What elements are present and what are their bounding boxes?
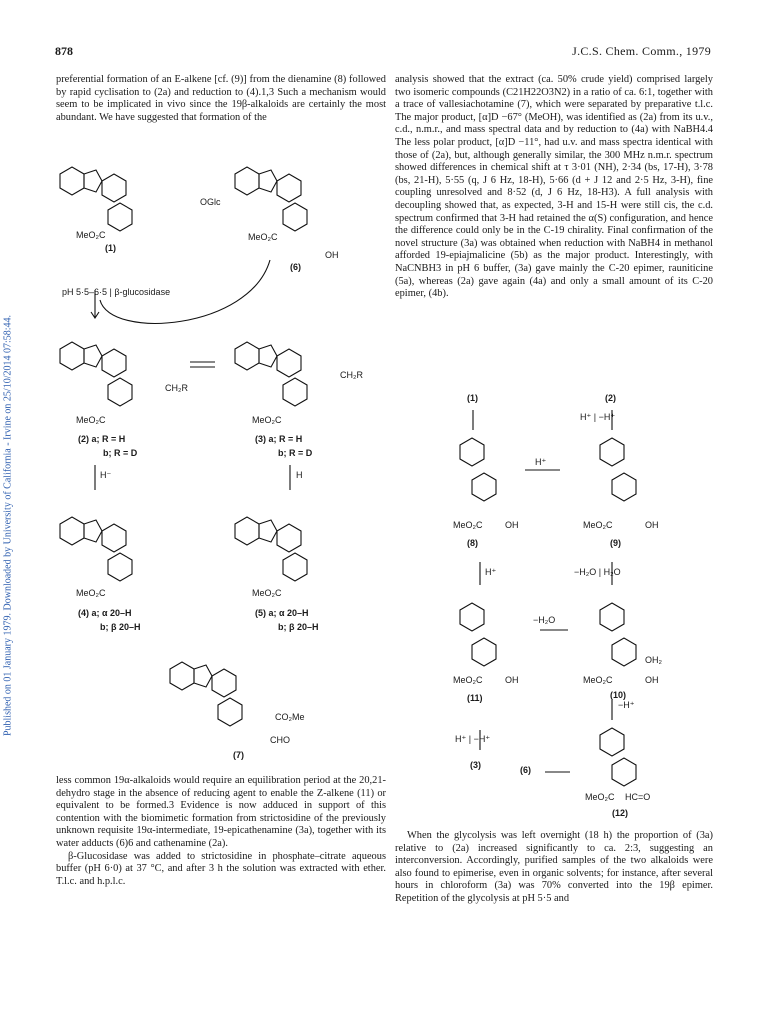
reagent-label: H bbox=[296, 470, 303, 480]
substituent: OGlc bbox=[200, 197, 221, 207]
substituent: HC=O bbox=[625, 792, 651, 802]
substituent: CH₂R bbox=[340, 370, 363, 380]
substituent: CO₂Me bbox=[275, 712, 305, 722]
substituent: MeO₂C bbox=[252, 588, 282, 598]
compound-label: (4) a; α 20–H bbox=[78, 608, 132, 618]
reagent-label: H⁺ | −H⁺ bbox=[455, 734, 491, 744]
compound-label: (1) bbox=[105, 243, 116, 253]
substituent: OH bbox=[645, 520, 659, 530]
reagent-label: H⁺ bbox=[485, 567, 497, 577]
substituent: OH bbox=[325, 250, 339, 260]
compound-label: (9) bbox=[610, 538, 621, 548]
substituent: MeO₂C bbox=[583, 520, 613, 530]
substituent: OH bbox=[645, 675, 659, 685]
structure-3 bbox=[235, 342, 307, 406]
paragraph: β-Glucosidase was added to strictosidine in phosphate–citrate aqueous buffer (pH 6·0) at 37 °C, and after 3 h the solution was extracted with ether. T.l.c. and h.p.l.c. bbox=[56, 850, 386, 887]
substituent: OH bbox=[505, 520, 519, 530]
reagent-label: H⁺ bbox=[535, 457, 547, 467]
substituent: MeO₂C bbox=[453, 675, 483, 685]
compound-label: (10) bbox=[610, 690, 627, 700]
compound-label: (2) bbox=[605, 393, 616, 403]
compound-label: (2) a; R = H bbox=[78, 434, 126, 444]
paragraph: preferential formation of an E-alkene [cf. (9)] from the dienamine (8) followed by rapid cyclisation to (2a) and reduction to (4).1,3 Such a mechanism would seem to be implicated in vivo since the 19β-alkaloids are certainly the most abundant. We have suggested that formation of the bbox=[56, 74, 386, 123]
compound-label: (1) bbox=[467, 393, 478, 403]
reagent-label: −H⁺ bbox=[618, 700, 635, 710]
structure-6 bbox=[235, 167, 307, 231]
substituent: OH bbox=[505, 675, 519, 685]
substituent: MeO₂C bbox=[453, 520, 483, 530]
structure-1 bbox=[60, 167, 132, 231]
structure-7 bbox=[170, 662, 242, 726]
paragraph: When the glycolysis was left overnight (18 h) the proportion of (3a) relative to (2a) increased significantly to ca. 2:3, suggesting an interconversion. Accordingly, purified samples of the two alkaloids were also found to epimerise, even in organic solvents; for instance, after several hours in chloroform (3a) was 70% converted into the 19β epimer. Repetition of the glycolysis at pH 5·5 and bbox=[395, 830, 713, 904]
compound-label: (3) bbox=[470, 760, 481, 770]
compound-label: (6) bbox=[290, 262, 301, 272]
structure-9 bbox=[600, 438, 636, 501]
substituent: MeO₂C bbox=[583, 675, 613, 685]
compound-label: b; R = D bbox=[103, 448, 138, 458]
substituent: MeO₂C bbox=[76, 230, 106, 240]
compound-label: (3) a; R = H bbox=[255, 434, 303, 444]
structure-2 bbox=[60, 342, 132, 406]
reagent-label: pH 5·5–6·5 | β-glucosidase bbox=[62, 287, 171, 297]
substituent: MeO₂C bbox=[248, 232, 278, 242]
compound-label: (7) bbox=[233, 750, 244, 760]
substituent: MeO₂C bbox=[252, 415, 282, 425]
paragraph: analysis showed that the extract (ca. 50% crude yield) comprised largely two isomeric compounds (C21H22O3N2) in a ratio of ca. 6:1, together with a trace of vallesiachotamine (7), which were separated by preparative t.l.c. The major product, [α]D −67° (MeOH), was identified as (2a) from its u.v., c.d., n.m.r., and mass spectral data and by reduction to (4a) with NaBH4.4 The less polar product, [α]D −11°, had u.v. and mass spectra identical with those of (2a), but, although generally similar, the 300 MHz n.m.r. spectrum showed differences in chemical shift at τ 3·01 (NH), 2·34 (bs, 17-H), 3·78 (bs, 21-H), 5·55 (q, J 6 Hz, 18-H), 5·66 (d + J 12 and 2·5 Hz, 3-H), fine coupling unresolved and 8·52 (d, J 6 Hz, 18-H3). A full analysis with decoupling showed that, as expected, 3-H and 15-H were still cis, the c.d. spectrum confirmed that 3-H had retained the α(S) configuration, and hence the difference could only be in the C-19 chirality. Final confirmation of the novel structure (3a) was obtained when reduction with NaBH4 in methanol afforded 19-epiajmalicine (5b) as the major product. Interestingly, with NaCNBH3 in pH 6 buffer, (3a) gave mainly the C-20 epimer, rauniticine (5a), whereas (2a) gave again (4a) and only a small amount of its C-20 epimer, (4b). bbox=[395, 74, 713, 300]
side-note: Published on 01 January 1979. Downloaded by University of California - Irvine on 25/10/2014 07:58:44. bbox=[2, 314, 14, 737]
compound-label: (11) bbox=[467, 693, 483, 703]
compound-label: (6) bbox=[520, 765, 531, 775]
substituent: OH₂ bbox=[645, 655, 662, 665]
substituent: MeO₂C bbox=[76, 588, 106, 598]
structure-4 bbox=[60, 517, 132, 581]
structure-12 bbox=[600, 728, 636, 786]
structure-11 bbox=[460, 603, 496, 666]
compound-label: b; β 20–H bbox=[278, 622, 319, 632]
substituent: CHO bbox=[270, 735, 290, 745]
compound-label: b; β 20–H bbox=[100, 622, 141, 632]
substituent: CH₂R bbox=[165, 383, 188, 393]
compound-label: (5) a; α 20–H bbox=[255, 608, 309, 618]
substituent: MeO₂C bbox=[585, 792, 615, 802]
reagent-label: −H₂O bbox=[533, 615, 556, 625]
reagent-label: −H₂O | H₂O bbox=[574, 567, 621, 577]
reagent-label: H⁻ bbox=[100, 470, 112, 480]
compound-label: (8) bbox=[467, 538, 478, 548]
structure-10 bbox=[600, 603, 636, 666]
compound-label: b; R = D bbox=[278, 448, 313, 458]
structure-5 bbox=[235, 517, 307, 581]
equilibrium-arrow bbox=[190, 362, 215, 367]
page-number: 878 bbox=[55, 44, 73, 58]
reagent-label: H⁺ | −H⁺ bbox=[580, 412, 616, 422]
paragraph: less common 19α-alkaloids would require an equilibration period at the 20,21-dehydro stage in the absence of reducing agent to enable the Z-alkene (11) or equivalent to be formed.3 Evidence is now adduced in support of this contention with the biomimetic formation from strictosidine of the previously unknown requisite 19α-intermediate, 19-epicathenamine (3a), together with its water adducts (6)6 and cathenamine (2a). bbox=[56, 775, 386, 849]
structure-8 bbox=[460, 438, 496, 501]
compound-label: (12) bbox=[612, 808, 629, 818]
substituent: MeO₂C bbox=[76, 415, 106, 425]
journal-title: J.C.S. Chem. Comm., 1979 bbox=[572, 44, 711, 58]
